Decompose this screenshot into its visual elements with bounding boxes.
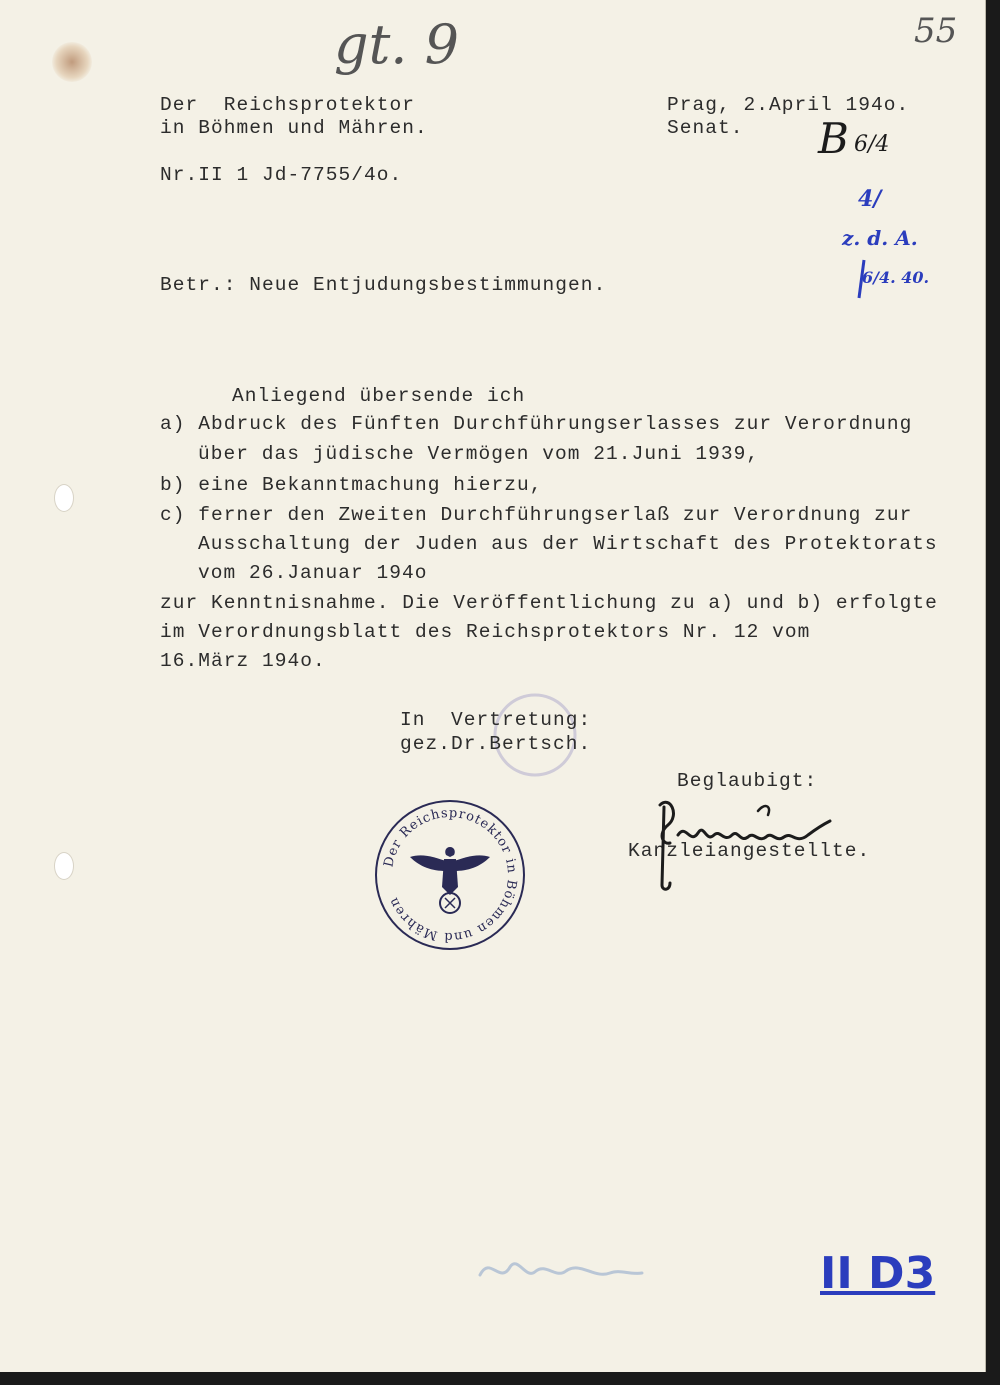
deputy-line: In Vertretung:	[400, 709, 592, 731]
margin-date-note: 6/4. 40.	[862, 268, 930, 287]
faded-pencil-scribble	[470, 1245, 650, 1295]
closing-line-3: 16.März 194o.	[160, 650, 326, 672]
punch-hole-top	[54, 484, 74, 512]
item-c-line-1: c) ferner den Zweiten Durchführungserlaß zur Verordnung zur	[160, 504, 913, 526]
svg-text:Der Reichsprotektor in Böhmen: Der Reichsprotektor in Böhmen und Mähren	[381, 805, 520, 945]
reference-number: Nr.II 1 Jd-7755/4o.	[160, 164, 403, 186]
closing-line-1: zur Kenntnisnahme. Die Veröffentlichung zu a) und b) erfolgte	[160, 592, 938, 614]
margin-initial: B	[818, 114, 849, 163]
sender-line-2: in Böhmen und Mähren.	[160, 117, 428, 139]
page-number-mark: 55	[914, 11, 958, 51]
closing-line-2: im Verordnungsblatt des Reichsprotektors Nr. 12 vom	[160, 621, 811, 643]
margin-blue-stroke	[855, 258, 869, 300]
handwritten-signature	[640, 785, 850, 895]
archive-mark-top: gt. 9	[334, 13, 459, 76]
body-intro: Anliegend übersende ich	[232, 385, 526, 407]
item-c-line-3: vom 26.Januar 194o	[198, 562, 428, 584]
margin-zda-note: z. d. A.	[842, 226, 918, 250]
item-c-line-2: Ausschaltung der Juden aus der Wirtschaft des Protektorats	[198, 533, 938, 555]
signed-by-line: gez.Dr.Bertsch.	[400, 733, 592, 755]
item-a-line-1: a) Abdruck des Fünften Durchführungserlasses zur Verordnung	[160, 413, 913, 435]
subject-line: Betr.: Neue Entjudungsbestimmungen.	[160, 274, 607, 296]
senate-line: Senat.	[667, 117, 744, 139]
sender-line-1: Der Reichsprotektor	[160, 94, 416, 116]
clerk-title: Kanzleiangestellte.	[628, 840, 871, 862]
official-seal	[370, 795, 530, 955]
date-line: Prag, 2.April 194o.	[667, 94, 910, 116]
certified-label: Beglaubigt:	[677, 770, 818, 792]
archive-code-mark: II D3	[820, 1248, 936, 1299]
margin-fraction: 6/4	[854, 132, 890, 157]
rust-stain	[52, 42, 92, 82]
item-b: b) eine Bekanntmachung hierzu,	[160, 474, 543, 496]
item-a-line-2: über das jüdische Vermögen vom 21.Juni 1939,	[198, 443, 760, 465]
margin-blue-mark: 4/	[858, 186, 882, 212]
punch-hole-bottom	[54, 852, 74, 880]
